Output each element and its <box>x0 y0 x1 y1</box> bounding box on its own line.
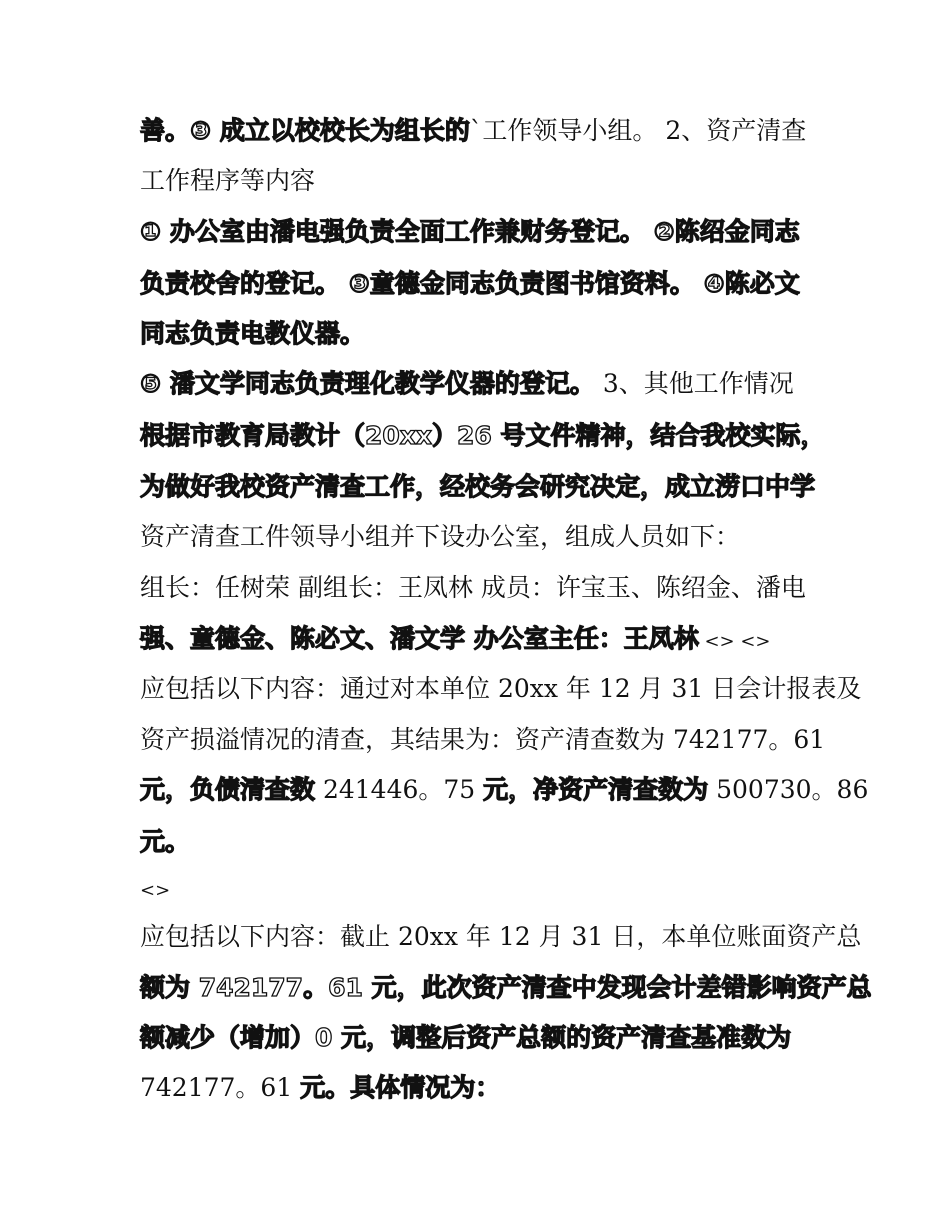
text-line <box>140 368 794 400</box>
text-line <box>140 826 190 858</box>
text-line <box>140 972 872 1004</box>
text-line <box>140 572 806 604</box>
text-segment: 元。具体情况为： <box>300 1073 501 1102</box>
text-segment: 500730。86 <box>708 775 869 804</box>
text-segment: 组长：任树荣 副组长：王凤林 成员：许宝玉、陈绍金、潘电 <box>140 573 806 602</box>
text-segment: 元，净资产清查数为 <box>483 775 709 804</box>
text-segment: 应包括以下内容：截止 20xx 年 12 月 31 日，本单位账面资产总 <box>140 922 862 951</box>
text-segment: 元。 <box>140 827 191 856</box>
text-line <box>140 318 365 350</box>
text-line <box>140 216 800 248</box>
text-line <box>140 1022 791 1054</box>
text-segment: 强、童德金、陈必文、潘文学 办公室主任：王凤林 <box>140 624 699 653</box>
text-segment: 应包括以下内容：通过对本单位 20xx 年 12 月 31 日会计报表及 <box>140 674 862 703</box>
text-line <box>140 115 806 147</box>
text-segment: 元，负债清查数 <box>140 775 316 804</box>
text-segment: 负责校舍的登记。 ③童德金同志负责图书馆资料。 ④陈必文 <box>140 269 800 298</box>
text-segment: 根据市教育局教计（20xx）26 号文件精神，结合我校实际， <box>140 421 826 450</box>
text-segment: 资产损溢情况的清查，其结果为：资产清查数为 742177。61 <box>140 725 826 754</box>
text-line <box>140 471 815 503</box>
text-segment: 241446。75 <box>315 775 484 804</box>
text-line <box>140 165 315 197</box>
text-line <box>140 623 771 658</box>
text-segment: ① 办公室由潘电强负责全面工作兼财务登记。 ②陈绍金同志 <box>140 217 800 246</box>
text-segment: ③ 成立以校校长为组长的 <box>190 116 470 145</box>
text-segment: 额减少（增加）0 元，调整后资产总额的资产清查基准数为 <box>140 1023 792 1052</box>
text-segment: <> <box>140 880 171 901</box>
text-segment: 同志负责电教仪器。 <box>140 319 366 348</box>
text-segment: <> <> <box>698 631 771 652</box>
text-segment: 善。 <box>140 116 191 145</box>
text-line <box>140 268 800 300</box>
text-line <box>140 420 826 452</box>
text-segment: 为做好我校资产清查工作，经校务会研究决定，成立涝口中学 <box>140 472 816 501</box>
text-segment: 资产清查工件领导小组并下设办公室，组成人员如下： <box>140 522 741 551</box>
text-line <box>140 521 740 553</box>
text-line <box>140 673 861 705</box>
text-line <box>140 921 861 953</box>
text-segment: 工作程序等内容 <box>140 166 316 195</box>
text-segment: 额为 742177。61 元，此次资产清查中发现会计差错影响资产总 <box>140 973 872 1002</box>
text-line <box>140 724 825 756</box>
text-segment: 3、其他工作情况 <box>594 369 794 398</box>
text-segment: `工作领导小组。 2、资产清查 <box>469 116 807 145</box>
text-segment: ⑤ 潘文学同志负责理化教学仪器的登记。 <box>140 369 595 398</box>
text-segment: 742177。61 <box>140 1073 301 1102</box>
text-line <box>140 774 868 806</box>
text-line <box>140 872 170 907</box>
text-line <box>140 1072 500 1104</box>
